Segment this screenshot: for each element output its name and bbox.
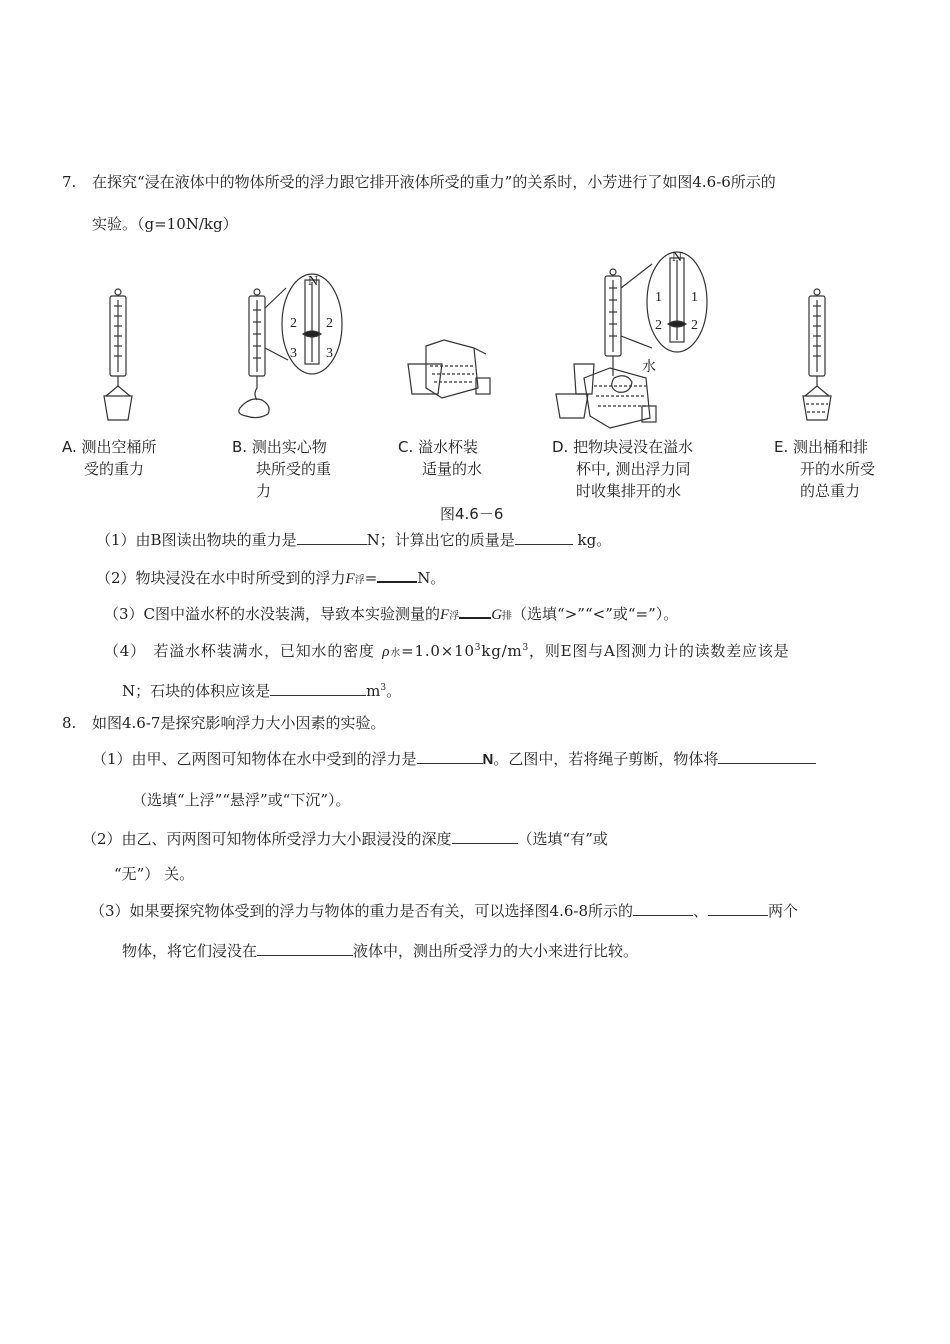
q8-sub-3-cont: 物体，将它们浸没在 液体中，测出所受浮力的大小来进行比较。 (122, 942, 639, 960)
question-7-stem: 在探究“浸在液体中的物体所受的浮力跟它排开液体所受的重力”的关系时，小芳进行了如图4.6-6所示的 (92, 173, 776, 191)
q8-sub-3: （3）如果要探究物体受到的浮力与物体的重力是否有关，可以选择图4.6-8所示的 、 两个 (90, 902, 799, 920)
q8-answer-3b[interactable] (708, 900, 768, 916)
q8-answer-2[interactable] (452, 828, 518, 844)
zoom-b-tick-3-right: 3 (326, 346, 333, 361)
zoom-b-tick-3-left: 3 (290, 346, 297, 361)
q7-answer-1b[interactable] (515, 529, 573, 545)
zoom-b-tick-2-right: 2 (326, 316, 333, 331)
zoom-b-tick-2-left: 2 (290, 316, 297, 331)
q8-sub-1-cont: （选填“上浮”“悬浮”或“下沉”）。 (132, 791, 351, 809)
q7-sub-1: （1）由B图读出物块的重力是 N；计算出它的质量是 kg。 (96, 531, 612, 549)
q7-answer-2[interactable] (377, 566, 417, 583)
zoom-b-label-n: N (308, 274, 319, 289)
scale-d-submerged (556, 252, 707, 428)
q8-answer-1a[interactable] (417, 748, 483, 764)
question-7-stem-cont: 实验。（g=10N/kg） (92, 215, 238, 233)
q7-answer-1a[interactable] (297, 529, 367, 545)
q8-answer-3c[interactable] (257, 940, 353, 956)
figure-4-6-6-illustrations (90, 248, 910, 433)
q7-sub-4: （4） 若溢水杯装满水，已知水的密度 ρ水$=1.0\times 10^3kg/m^3$，则E图与A图测力计的读数差应该是 (104, 642, 790, 660)
zoom-d-tick-2-left: 2 (655, 318, 662, 333)
caption-b: B. 测出实心物 块所受的重 力 (232, 438, 332, 500)
question-7-number: 7. (62, 173, 77, 191)
zoom-d-label-n: N (672, 250, 683, 265)
q8-sub-2-cont: “无”） 关。 (114, 865, 195, 883)
caption-d: D. 把物块浸没在溢水 杯中, 测出浮力同 时收集排开的水 (552, 438, 694, 500)
q8-answer-3a[interactable] (633, 900, 693, 916)
zoom-d-tick-1-left: 1 (655, 290, 662, 305)
caption-a: A. 测出空桶所 受的重力 (62, 438, 157, 478)
q7-sub-2: （2）物块浸没在水中时所受到的浮力F浮= N。 (96, 566, 445, 591)
q7-sub-4-cont: N；石块的体积应该是 $m^3$。 (122, 682, 402, 700)
zoom-d-tick-2-right: 2 (691, 318, 698, 333)
q8-sub-2: （2）由乙、丙两图可知物体所受浮力大小跟浸没的深度 （选填“有”或 (82, 830, 608, 848)
q7-answer-4b[interactable] (270, 680, 366, 696)
water-label: 水 (642, 359, 656, 375)
scale-e-bucket-water (803, 289, 831, 420)
figure-label: 图4.6－6 (440, 505, 504, 523)
scale-a-empty-bucket (104, 289, 132, 420)
q8-answer-1b[interactable] (718, 748, 816, 764)
caption-e: E. 测出桶和排 开的水所受 的总重力 (774, 438, 876, 500)
q7-answer-3[interactable] (459, 602, 491, 619)
zoom-d-tick-1-right: 1 (691, 290, 698, 305)
q7-sub-3: （3）C图中溢水杯的水没装满，导致本实验测量的F浮 G排（选填“>”“<”或“=”）。 (104, 602, 678, 627)
question-8-number: 8. (62, 714, 77, 732)
overflow-cup-c (408, 340, 490, 398)
q8-sub-1: （1）由甲、乙两图可知物体在水中受到的浮力是 N。乙图中，若将绳子剪断，物体将 (92, 748, 816, 770)
question-8-stem: 如图4.6-7是探究影响浮力大小因素的实验。 (92, 714, 386, 732)
caption-c: C. 溢水杯装 适量的水 (398, 438, 483, 478)
